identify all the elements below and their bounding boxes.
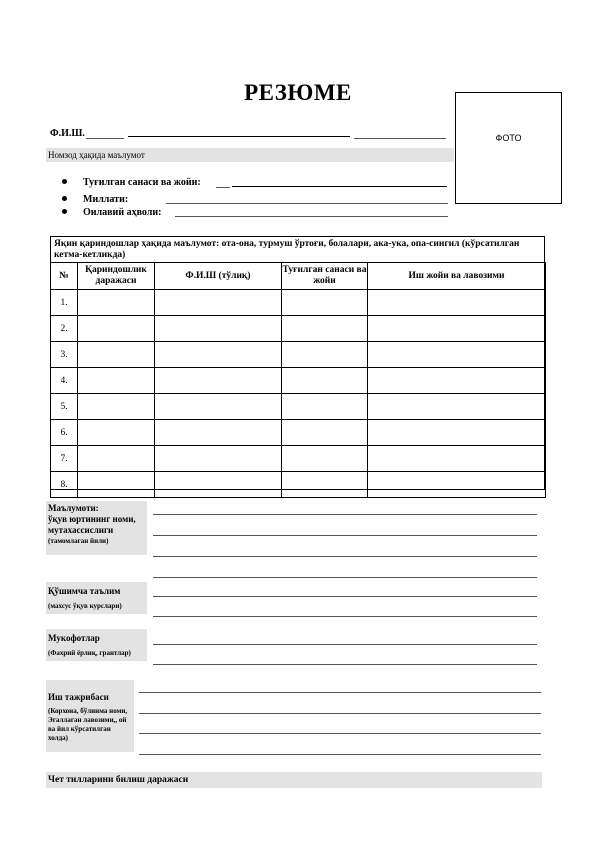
experience-line-1[interactable] [139,692,541,693]
cell-fullname[interactable] [155,368,282,394]
table-row [51,290,546,316]
table-row [51,446,546,472]
birth-input-line[interactable] [232,186,447,187]
col-workplace: Иш жойи ва лавозими [368,263,546,290]
col-kinship: Қариндошлик даражаси [78,263,155,290]
birth-label: Туғилган санаси ва жойи: [83,177,201,188]
cell-workplace[interactable] [368,316,546,342]
bullet-icon [62,179,67,184]
education-line-1[interactable] [153,514,537,515]
education-label-2: ўқув юртининг номи, [48,514,136,524]
awards-note: (Фахрий ёрлиқ, грантлар) [48,649,131,657]
table-row [51,316,546,342]
awards-line-2[interactable] [153,664,537,665]
fio-line-short [86,138,124,139]
cell-birth[interactable] [282,394,368,420]
education-line-4[interactable] [153,577,537,578]
cell-workplace[interactable] [368,446,546,472]
cell-workplace[interactable] [368,290,546,316]
experience-label: Иш тажрибаси [48,692,109,702]
cell-workplace[interactable] [368,394,546,420]
col-number: № [51,263,78,290]
awards-line-1[interactable] [153,644,537,645]
education-line-2[interactable] [153,535,537,536]
marital-input-line[interactable] [175,216,448,217]
row-number: 6. [51,420,78,446]
cell-fullname[interactable] [155,420,282,446]
awards-label: Мукофотлар [48,633,100,643]
cell-birth[interactable] [282,472,368,498]
cell-workplace[interactable] [368,420,546,446]
education-note: (тамомлаган йили) [48,537,109,545]
cell-birth[interactable] [282,342,368,368]
experience-line-3[interactable] [139,733,541,734]
education-label-box [46,501,147,555]
row-number: 7. [51,446,78,472]
training-line-1[interactable] [153,596,537,597]
cell-kinship[interactable] [78,472,155,498]
education-label-3: мутахассислиги [48,525,114,535]
bullet-birth [62,177,201,188]
row-number: 2. [51,316,78,342]
fio-line-tail [354,138,446,139]
training-note: (махсус ўқув курслари) [48,602,122,610]
cell-birth[interactable] [282,446,368,472]
table-row [51,394,546,420]
relatives-table [50,262,546,498]
bullet-icon [62,209,67,214]
cell-kinship[interactable] [78,342,155,368]
marital-label: Оилавий аҳволи: [83,207,162,218]
row-number: 3. [51,342,78,368]
table-row [51,342,546,368]
birth-line-lead [216,187,230,188]
candidate-section-header: Номзод ҳақида маълумот [46,148,454,162]
cell-kinship[interactable] [78,394,155,420]
cell-kinship[interactable] [78,420,155,446]
cell-birth[interactable] [282,316,368,342]
bullet-marital [62,207,161,218]
cell-workplace[interactable] [368,368,546,394]
experience-line-4[interactable] [139,754,541,755]
cell-kinship[interactable] [78,368,155,394]
bullet-nationality [62,194,128,205]
row-number: 4. [51,368,78,394]
cell-workplace[interactable] [368,342,546,368]
relatives-table-header [51,263,546,290]
page-title: РЕЗЮМЕ [244,80,352,105]
cell-kinship[interactable] [78,446,155,472]
cell-fullname[interactable] [155,316,282,342]
education-label-1: Маълумоти: [48,503,99,513]
training-label: Қўшимча таълим [48,586,121,596]
relatives-heading: Яқин қариндошлар ҳақида маълумот: ота-она, турмуш ўртоғи, болалари, ака-ука, опа-сингил (кўрсатилган кетма-кетликда) [54,239,520,260]
photo-label: ФОТО [495,133,522,143]
cell-fullname[interactable] [155,394,282,420]
table-row [51,420,546,446]
training-label-box [46,582,147,614]
table-row [51,368,546,394]
cell-kinship[interactable] [78,290,155,316]
cell-fullname[interactable] [155,472,282,498]
cell-fullname[interactable] [155,342,282,368]
row-number: 5. [51,394,78,420]
experience-label-box [46,680,134,752]
awards-label-box [46,629,147,661]
cell-birth[interactable] [282,420,368,446]
languages-section: Чет тилларини билиш даражаси [46,772,542,788]
experience-line-2[interactable] [139,713,541,714]
col-fullname: Ф.И.Ш (тўлиқ) [155,263,282,290]
cell-birth[interactable] [282,290,368,316]
fio-label: Ф.И.Ш. [50,128,85,139]
cell-birth[interactable] [282,368,368,394]
cell-kinship[interactable] [78,316,155,342]
training-line-2[interactable] [153,616,537,617]
row-number: 1. [51,290,78,316]
nationality-input-line[interactable] [166,203,448,204]
experience-note: (Корхона, бўлинма номи, Эгаллаган лавозими,, ой ва йил кўрсатилган холда) [48,707,128,742]
bullet-icon [62,196,67,201]
cell-workplace[interactable] [368,472,546,498]
nationality-label: Миллати: [83,194,129,205]
row-number: 8. [51,472,78,498]
cell-fullname[interactable] [155,290,282,316]
cell-fullname[interactable] [155,446,282,472]
education-line-3[interactable] [153,556,537,557]
relatives-section [50,236,545,490]
table-row [51,472,546,498]
col-birth: Туғилган санаси ва жойи [282,263,368,290]
photo-placeholder[interactable] [455,92,562,204]
fio-input-line[interactable] [128,136,350,137]
